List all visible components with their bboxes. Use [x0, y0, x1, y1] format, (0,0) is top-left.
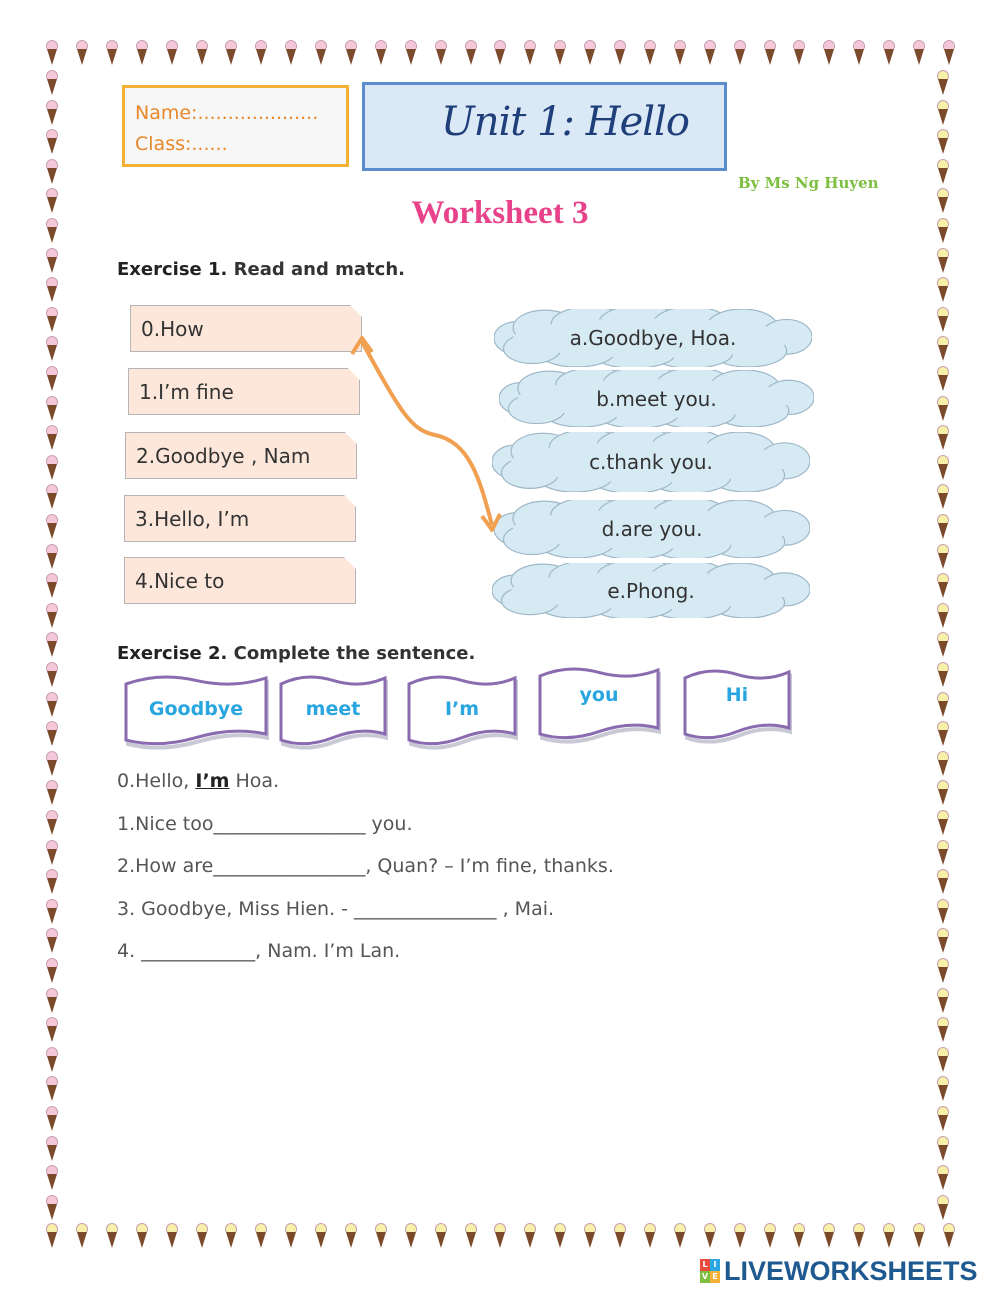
ice-cream-cone-icon: [734, 40, 746, 66]
match-left-text: 1.I’m fine: [139, 379, 234, 404]
ice-cream-cone-icon: [614, 1223, 626, 1249]
ice-cream-cone-icon: [494, 1223, 506, 1249]
ice-cream-cone-icon: [937, 958, 949, 984]
ice-cream-cone-icon: [106, 1223, 118, 1249]
exercise-1-instruction: Read and match.: [233, 259, 405, 280]
ice-cream-cone-icon: [554, 1223, 566, 1249]
ice-cream-cone-icon: [937, 869, 949, 895]
ice-cream-cone-icon: [46, 1165, 58, 1191]
ice-cream-cone-icon: [46, 662, 58, 688]
ice-cream-cone-icon: [255, 1223, 267, 1249]
sentence-4[interactable]: 4. ____________, Nam. I’m Lan.: [117, 940, 401, 962]
ice-cream-cone-icon: [46, 1076, 58, 1102]
ice-cream-cone-icon: [937, 928, 949, 954]
logo-block-l: L: [700, 1259, 710, 1271]
ice-cream-cone-icon: [46, 928, 58, 954]
ice-cream-cone-icon: [46, 840, 58, 866]
ice-cream-cone-icon: [937, 336, 949, 362]
ice-cream-cone-icon: [793, 1223, 805, 1249]
exercise-1-number: Exercise 1.: [117, 259, 228, 280]
ice-cream-cone-icon: [46, 869, 58, 895]
ice-cream-cone-icon: [46, 277, 58, 303]
ice-cream-cone-icon: [937, 988, 949, 1014]
ice-cream-cone-icon: [255, 40, 267, 66]
ice-cream-cone-icon: [937, 1047, 949, 1073]
ice-cream-cone-icon: [937, 544, 949, 570]
ice-cream-cone-icon: [405, 1223, 417, 1249]
ice-cream-cone-icon: [937, 573, 949, 599]
sentence-1[interactable]: 1.Nice too________________ you.: [117, 813, 413, 835]
match-right-text: e.Phong.: [607, 578, 695, 603]
name-class-box: [122, 85, 349, 167]
ice-cream-cone-icon: [315, 40, 327, 66]
ice-cream-cone-icon: [46, 692, 58, 718]
ice-cream-cone-icon: [76, 1223, 88, 1249]
ice-cream-cone-icon: [46, 514, 58, 540]
ice-cream-cone-icon: [554, 40, 566, 66]
ice-cream-cone-icon: [937, 899, 949, 925]
ice-cream-cone-icon: [136, 1223, 148, 1249]
match-right-item-1[interactable]: [499, 370, 814, 427]
ice-cream-cone-icon: [937, 248, 949, 274]
name-label: Name:....................: [135, 102, 319, 124]
ice-cream-cone-icon: [937, 603, 949, 629]
word-bank-item-0[interactable]: [123, 670, 269, 750]
ice-cream-cone-icon: [913, 1223, 925, 1249]
ice-cream-cone-icon: [584, 40, 596, 66]
ice-cream-cone-icon: [823, 1223, 835, 1249]
ice-cream-cone-icon: [46, 396, 58, 422]
ice-cream-cone-icon: [937, 662, 949, 688]
ice-cream-cone-icon: [853, 40, 865, 66]
match-left-item-2[interactable]: [125, 432, 357, 479]
match-left-item-1[interactable]: [128, 368, 360, 415]
ice-cream-cone-icon: [46, 899, 58, 925]
ice-cream-cone-icon: [644, 1223, 656, 1249]
exercise-2-heading: [117, 643, 475, 664]
ice-cream-cone-icon: [937, 721, 949, 747]
match-arrow: [340, 330, 520, 540]
ice-cream-cone-icon: [937, 366, 949, 392]
unit-title-box: [362, 82, 727, 171]
ice-cream-cone-icon: [937, 484, 949, 510]
ice-cream-cone-icon: [937, 780, 949, 806]
match-right-item-4[interactable]: [492, 563, 810, 618]
match-right-text: c.thank you.: [589, 450, 713, 474]
example-after: Hoa.: [229, 770, 280, 792]
ice-cream-cone-icon: [285, 1223, 297, 1249]
word-bank-item-4[interactable]: [682, 664, 792, 744]
ice-cream-cone-icon: [46, 484, 58, 510]
ice-cream-cone-icon: [345, 40, 357, 66]
ice-cream-cone-icon: [937, 455, 949, 481]
match-right-text: a.Goodbye, Hoa.: [569, 326, 737, 350]
ice-cream-cone-icon: [375, 1223, 387, 1249]
logo-block-e: E: [710, 1271, 720, 1283]
ice-cream-cone-icon: [46, 40, 58, 66]
ice-cream-cone-icon: [435, 1223, 447, 1249]
example-answer: I’m: [195, 770, 230, 792]
ice-cream-cone-icon: [405, 40, 417, 66]
ice-cream-cone-icon: [937, 692, 949, 718]
match-right-text: d.are you.: [601, 517, 703, 541]
ice-cream-cone-icon: [46, 780, 58, 806]
ice-cream-cone-icon: [524, 40, 536, 66]
ice-cream-cone-icon: [943, 1223, 955, 1249]
logo-block-v: V: [701, 1272, 709, 1281]
logo-text: LIVEWORKSHEETS: [724, 1255, 978, 1286]
ice-cream-cone-icon: [46, 810, 58, 836]
logo-block-i: I: [710, 1259, 720, 1271]
logo-blocks: [700, 1259, 720, 1283]
exercise-2-instruction: Complete the sentence.: [233, 643, 476, 664]
ice-cream-cone-icon: [166, 1223, 178, 1249]
ice-cream-cone-icon: [46, 544, 58, 570]
ice-cream-cone-icon: [106, 40, 118, 66]
ice-cream-cone-icon: [937, 751, 949, 777]
ice-cream-cone-icon: [435, 40, 447, 66]
example-before: 0.Hello,: [117, 770, 196, 792]
ice-cream-cone-icon: [225, 1223, 237, 1249]
word-bank-item-2[interactable]: [406, 670, 518, 750]
ice-cream-cone-icon: [225, 40, 237, 66]
ice-cream-cone-icon: [937, 1106, 949, 1132]
ice-cream-cone-icon: [46, 603, 58, 629]
ice-cream-cone-icon: [46, 366, 58, 392]
ice-cream-cone-icon: [937, 100, 949, 126]
ice-cream-cone-icon: [937, 129, 949, 155]
author-credit: By Ms Ng Huyen: [738, 174, 879, 192]
ice-cream-cone-icon: [937, 514, 949, 540]
ice-cream-cone-icon: [46, 1195, 58, 1221]
ice-cream-cone-icon: [136, 40, 148, 66]
word-bank-item-3[interactable]: [537, 662, 661, 744]
ice-cream-cone-icon: [465, 1223, 477, 1249]
ice-cream-cone-icon: [46, 958, 58, 984]
ice-cream-cone-icon: [937, 1195, 949, 1221]
match-left-item-3[interactable]: [124, 495, 356, 542]
ice-cream-cone-icon: [937, 307, 949, 333]
ice-cream-cone-icon: [375, 40, 387, 66]
ice-cream-cone-icon: [46, 1106, 58, 1132]
ice-cream-cone-icon: [166, 40, 178, 66]
ice-cream-cone-icon: [937, 840, 949, 866]
ice-cream-cone-icon: [764, 40, 776, 66]
exercise-1-heading: [117, 259, 405, 280]
ice-cream-cone-icon: [704, 40, 716, 66]
match-left-text: 2.Goodbye , Nam: [136, 443, 311, 468]
ice-cream-cone-icon: [46, 573, 58, 599]
ice-cream-cone-icon: [883, 40, 895, 66]
ice-cream-cone-icon: [937, 1017, 949, 1043]
ice-cream-cone-icon: [883, 1223, 895, 1249]
ice-cream-cone-icon: [734, 1223, 746, 1249]
ice-cream-cone-icon: [937, 810, 949, 836]
match-left-text: 0.How: [141, 316, 204, 341]
ice-cream-cone-icon: [46, 455, 58, 481]
word-bank-item-1[interactable]: [278, 670, 388, 750]
ice-cream-cone-icon: [937, 70, 949, 96]
ice-cream-cone-icon: [46, 721, 58, 747]
ice-cream-cone-icon: [937, 159, 949, 185]
worksheet-title: Worksheet 3: [411, 195, 589, 231]
ice-cream-cone-icon: [46, 1223, 58, 1249]
ice-cream-cone-icon: [46, 159, 58, 185]
match-right-item-3[interactable]: [494, 500, 810, 558]
ice-cream-cone-icon: [524, 1223, 536, 1249]
unit-title: Unit 1: Hello: [441, 99, 689, 145]
ice-cream-cone-icon: [46, 751, 58, 777]
ice-cream-cone-icon: [285, 40, 297, 66]
ice-cream-cone-icon: [584, 1223, 596, 1249]
ice-cream-cone-icon: [937, 1136, 949, 1162]
word-bank-text: meet: [305, 698, 361, 720]
ice-cream-cone-icon: [196, 40, 208, 66]
ice-cream-cone-icon: [315, 1223, 327, 1249]
ice-cream-cone-icon: [46, 988, 58, 1014]
ice-cream-cone-icon: [943, 40, 955, 66]
ice-cream-cone-icon: [913, 40, 925, 66]
ice-cream-cone-icon: [937, 1076, 949, 1102]
ice-cream-cone-icon: [46, 100, 58, 126]
exercise-2-number: Exercise 2.: [117, 643, 228, 664]
ice-cream-cone-icon: [793, 40, 805, 66]
ice-cream-cone-icon: [674, 40, 686, 66]
match-right-item-2[interactable]: [492, 432, 810, 492]
ice-cream-cone-icon: [853, 1223, 865, 1249]
ice-cream-cone-icon: [76, 40, 88, 66]
sentence-2[interactable]: 2.How are________________, Quan? – I’m fine, thanks.: [117, 855, 614, 877]
sentence-3[interactable]: 3. Goodbye, Miss Hien. - _______________ , Mai.: [117, 898, 555, 920]
ice-cream-cone-icon: [674, 1223, 686, 1249]
match-left-item-4[interactable]: [124, 557, 356, 604]
ice-cream-cone-icon: [937, 277, 949, 303]
ice-cream-cone-icon: [614, 40, 626, 66]
ice-cream-cone-icon: [704, 1223, 716, 1249]
word-bank-text: you: [579, 684, 619, 706]
ice-cream-cone-icon: [46, 336, 58, 362]
ice-cream-cone-icon: [46, 1136, 58, 1162]
liveworksheets-logo: [700, 1256, 978, 1286]
word-bank-text: Hi: [725, 684, 749, 706]
ice-cream-cone-icon: [823, 40, 835, 66]
match-left-text: 3.Hello, I’m: [135, 506, 250, 531]
ice-cream-cone-icon: [46, 129, 58, 155]
word-bank-text: Goodbye: [148, 698, 244, 720]
ice-cream-cone-icon: [764, 1223, 776, 1249]
ice-cream-cone-icon: [937, 1165, 949, 1191]
ice-cream-cone-icon: [46, 1017, 58, 1043]
ice-cream-cone-icon: [46, 307, 58, 333]
ice-cream-cone-icon: [494, 40, 506, 66]
ice-cream-cone-icon: [345, 1223, 357, 1249]
example-sentence: [117, 770, 279, 792]
class-label: Class:......: [135, 133, 228, 155]
ice-cream-cone-icon: [937, 425, 949, 451]
match-left-text: 4.Nice to: [135, 568, 225, 593]
match-right-item-0[interactable]: [494, 309, 812, 367]
match-right-text: b.meet you.: [596, 386, 717, 411]
ice-cream-cone-icon: [465, 40, 477, 66]
ice-cream-cone-icon: [937, 632, 949, 658]
ice-cream-cone-icon: [937, 396, 949, 422]
ice-cream-cone-icon: [46, 425, 58, 451]
ice-cream-cone-icon: [46, 632, 58, 658]
ice-cream-cone-icon: [46, 1047, 58, 1073]
word-bank-text: I’m: [444, 698, 480, 720]
ice-cream-cone-icon: [644, 40, 656, 66]
ice-cream-cone-icon: [196, 1223, 208, 1249]
ice-cream-cone-icon: [46, 70, 58, 96]
match-left-item-0[interactable]: [130, 305, 362, 352]
ice-cream-cone-icon: [46, 248, 58, 274]
